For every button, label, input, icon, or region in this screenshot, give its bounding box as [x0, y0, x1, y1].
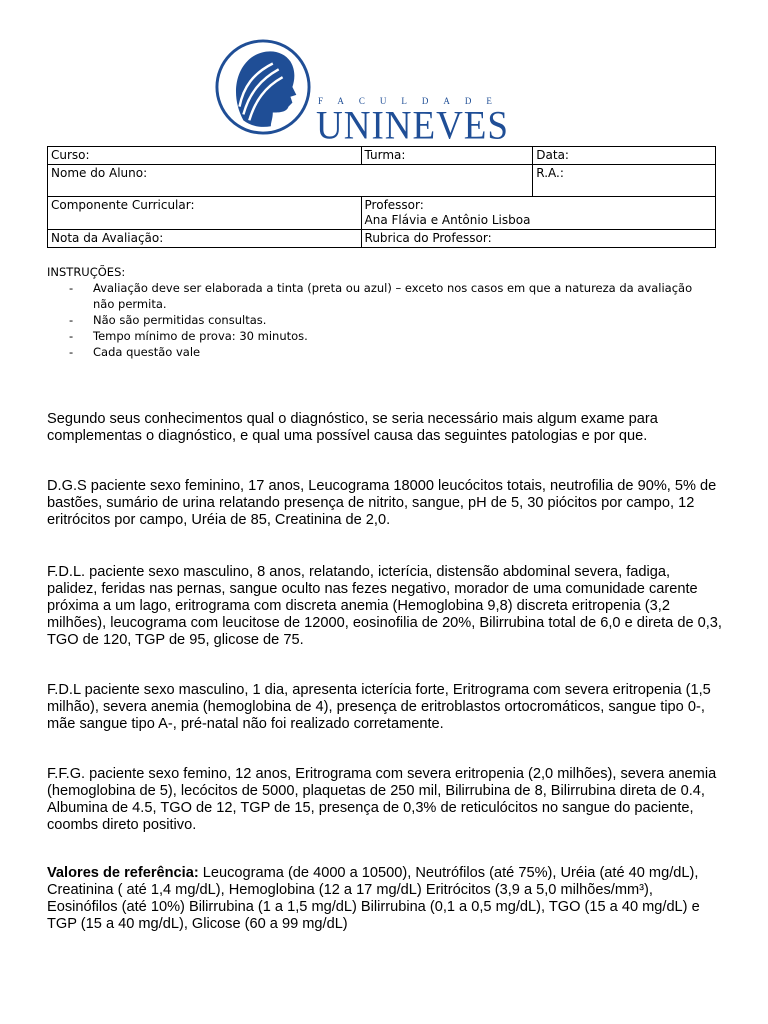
- professor-names: Ana Flávia e Antônio Lisboa: [364, 213, 531, 227]
- dash-bullet: -: [69, 345, 74, 359]
- course-field: Curso:: [48, 147, 362, 165]
- reference-values: [47, 865, 722, 933]
- instructions: [47, 264, 717, 360]
- curricular-component-field: Componente Curricular:: [48, 197, 362, 230]
- logo-subtitle: FACULDADE: [318, 96, 507, 106]
- reference-text: Leucograma (de 4000 a 10500), Neutrófilos (até 75%), Uréia (até 40 mg/dL), Creatinina ( até 1,4 mg/dL), Hemoglobina (12 a 17 mg/dL) Eritrócitos (3,9 a 5,0 milhões/mm³), Eosinófilos (até 10%) Bilirrubina (1 a 1,5 mg/dL) Bilirrubina (0,1 a 0,5 mg/dL), TGO (15 a 40 mg/dL) e TGP (15 a 40 mg/dL), Glicose (60 a 99 mg/dL): [47, 865, 700, 932]
- dash-bullet: -: [69, 329, 74, 343]
- case-4: F.F.G. paciente sexo femino, 12 anos, Eritrograma com severa eritropenia (2,0 milhões), severa anemia (hemoglobina de 5), lecócitos de 5000, plaquetas de 250 mil, Bilirrubina de 8, Bilirrubina direta de 0.4, Albumina de 4.5, TGO de 12, TGP de 15, presença de 0,3% de reticulócitos no sangue do paciente, coombs direto positivo.: [47, 766, 717, 833]
- instructions-list: [47, 280, 717, 360]
- case-2: F.D.L. paciente sexo masculino, 8 anos, relatando, icterícia, distensão abdominal severa, fadiga, palidez, feridas nas pernas, sangue oculto nas fezes negativo, morador de uma comunidade carente próxima a um lago, eritrograma com discreta anemia (Hemoglobina 9,8) discreta eritropenia (3,2 milhões), leucograma com leucitose de 12000, eosinofilia de 20%, Bilirrubina total de 6,0 e direta de 0,3, TGO de 120, TGP de 95, glicose de 75.: [47, 564, 722, 648]
- list-item: - Avaliação deve ser elaborada a tinta (preta ou azul) – exceto nos casos em que a natureza da avaliação não permita.: [69, 281, 693, 311]
- dash-bullet: -: [69, 313, 74, 327]
- logo-title: UNINEVES: [316, 103, 509, 149]
- class-field: Turma:: [361, 147, 533, 165]
- list-item: - Cada questão vale: [69, 345, 201, 359]
- student-name-field: Nome do Aluno:: [48, 165, 533, 197]
- professor-signature-field: Rubrica do Professor:: [361, 230, 715, 248]
- list-item: - Tempo mínimo de prova: 30 minutos.: [69, 329, 308, 343]
- ra-field: R.A.:: [533, 165, 716, 197]
- date-field: Data:: [533, 147, 716, 165]
- list-item: - Não são permitidas consultas.: [69, 313, 267, 327]
- grade-field: Nota da Avaliação:: [48, 230, 362, 248]
- instructions-heading: INSTRUÇÕES:: [47, 265, 126, 279]
- institution-logo: [214, 38, 564, 149]
- professor-label: Professor:: [364, 198, 424, 212]
- case-3: F.D.L paciente sexo masculino, 1 dia, apresenta icterícia forte, Eritrograma com severa eritropenia (1,5 milhão), severa anemia (hemoglobina de 4), presença de eritroblastos ortocromáticos, sangue tipo 0-, mãe sangue tipo A-, pré-natal não foi realizado corretamente.: [47, 682, 711, 732]
- student-info-table: [47, 146, 716, 248]
- case-1: D.G.S paciente sexo feminino, 17 anos, Leucograma 18000 leucócitos totais, neutrofilia de 90%, 5% de bastões, sumário de urina relatando presença de nitrito, sangue, pH de 5, 30 piócitos por campo, 12 eritrócitos por campo, Uréia de 85, Creatinina de 2,0.: [47, 478, 717, 528]
- profile-head-logo-icon: [214, 38, 312, 136]
- reference-label: Valores de referência:: [47, 865, 199, 881]
- question-paragraph: Segundo seus conhecimentos qual o diagnóstico, se seria necessário mais algum exame para complementas o diagnóstico, e qual uma possível causa das seguintes patologias e por que.: [47, 411, 658, 444]
- dash-bullet: -: [69, 281, 74, 295]
- professor-field: [361, 197, 715, 230]
